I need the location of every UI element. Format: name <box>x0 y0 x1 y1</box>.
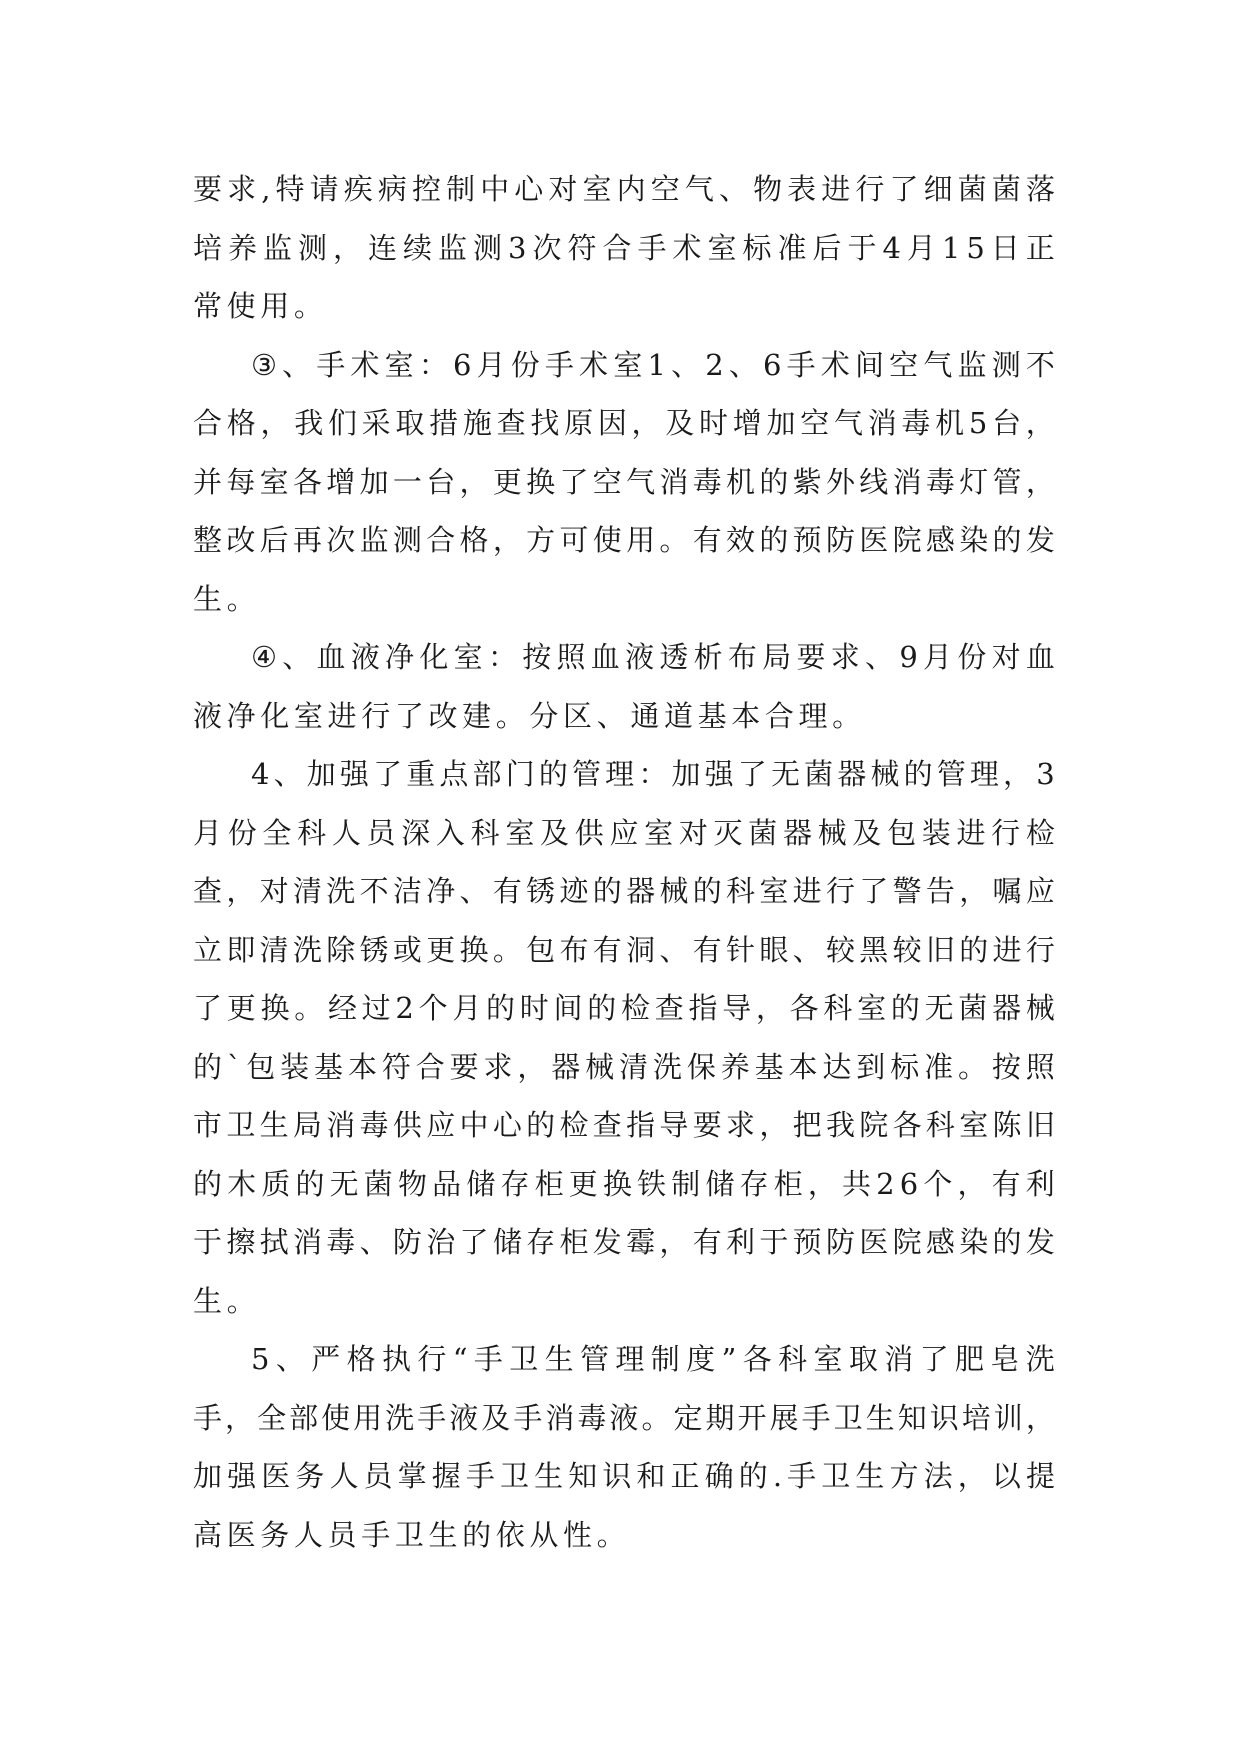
text-line: ③ 、 手 术 室 ： 6 月 份 手 术 室 1 、 2 、 6 手 术 间 空 气 监 测 不 <box>251 347 1055 382</box>
text-line: 高医务人员手卫生的依从性。 <box>193 1517 631 1552</box>
text-line: 5 、 严 格 执 行 “ 手 卫 生 管 理 制 度 ” 各 科 室 取 消 了 肥 皂 洗 <box>251 1342 1055 1376</box>
text-line: 生。 <box>193 1283 261 1318</box>
body-text <box>193 160 1055 1564</box>
text-line: 液净化室进行了改建。分区、通道基本合理。 <box>193 698 866 733</box>
text-line: ④ 、 血 液 净 化 室 ： 按 照 血 液 透 析 布 局 要 求 、 9 月 份 对 血 <box>251 640 1055 674</box>
text-line: 常使用。 <box>193 289 328 323</box>
text-line: 整 改 后 再 次 监 测 合 格 ， 方 可 使 用 。 有 效 的 预 防 医 院 感 染 的 发 <box>193 523 1055 557</box>
text-line: 要 求 , 特 请 疾 病 控 制 中 心 对 室 内 空 气 、 物 表 进 行 了 细 菌 菌 落 <box>193 172 1055 206</box>
text-line: 培 养 监 测 ， 连 续 监 测 3 次 符 合 手 术 室 标 准 后 于 4 月 1 5 日 正 <box>193 230 1055 265</box>
text-line: 合 格 ， 我 们 采 取 措 施 查 找 原 因 ， 及 时 增 加 空 气 消 毒 机 5 台 ， <box>193 406 1055 440</box>
text-line: 加 强 医 务 人 员 掌 握 手 卫 生 知 识 和 正 确 的 . 手 卫 生 方 法 ， 以 提 <box>193 1459 1055 1493</box>
text-line: 查 ， 对 清 洗 不 洁 净 、 有 锈 迹 的 器 械 的 科 室 进 行 了 警 告 ， 嘱 应 <box>193 874 1055 908</box>
text-line: 市 卫 生 局 消 毒 供 应 中 心 的 检 查 指 导 要 求 ， 把 我 院 各 科 室 陈 旧 <box>193 1108 1055 1142</box>
text-line: 了 更 换 。 经 过 2 个 月 的 时 间 的 检 查 指 导 ， 各 科 室 的 无 菌 器 械 <box>193 991 1055 1025</box>
text-line: 月 份 全 科 人 员 深 入 科 室 及 供 应 室 对 灭 菌 器 械 及 包 装 进 行 检 <box>193 815 1055 850</box>
text-line: 立 即 清 洗 除 锈 或 更 换 。 包 布 有 洞 、 有 针 眼 、 较 黑 较 旧 的 进 行 <box>193 932 1055 967</box>
text-line: 的 木 质 的 无 菌 物 品 储 存 柜 更 换 铁 制 储 存 柜 ， 共 2 6 个 ， 有 利 <box>193 1166 1055 1201</box>
text-line: 手 ， 全 部 使 用 洗 手 液 及 手 消 毒 液 。 定 期 开 展 手 卫 生 知 识 培 训 ， <box>193 1400 1055 1435</box>
text-line: 的 ` 包 装 基 本 符 合 要 求 ， 器 械 清 洗 保 养 基 本 达 到 标 准 。 按 照 <box>193 1049 1055 1084</box>
text-line: 生。 <box>193 581 261 616</box>
text-line: 4 、 加 强 了 重 点 部 门 的 管 理 ： 加 强 了 无 菌 器 械 的 管 理 ， 3 <box>251 757 1055 791</box>
text-line: 并 每 室 各 增 加 一 台 ， 更 换 了 空 气 消 毒 机 的 紫 外 线 消 毒 灯 管 ， <box>193 464 1055 499</box>
text-line: 于 擦 拭 消 毒 、 防 治 了 储 存 柜 发 霉 ， 有 利 于 预 防 医 院 感 染 的 发 <box>193 1225 1055 1259</box>
